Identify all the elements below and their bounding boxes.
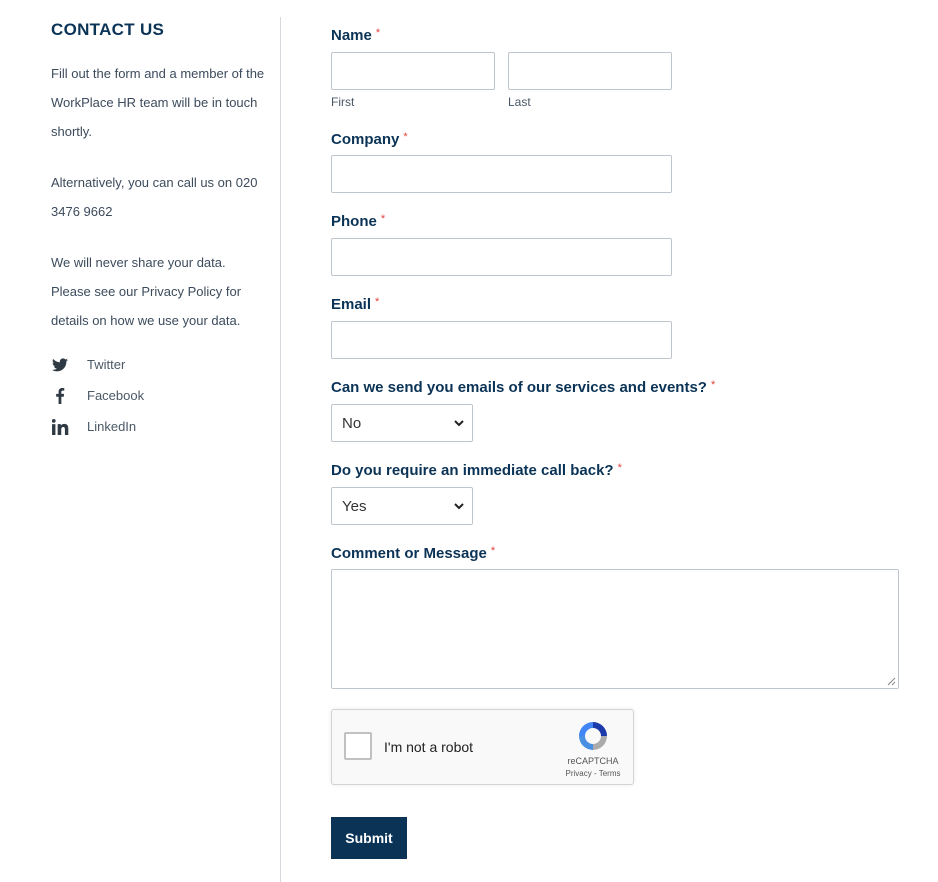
- name-label-text: Name: [331, 27, 372, 44]
- emails-consent-value: No: [342, 414, 362, 432]
- recaptcha-logo-icon: [576, 719, 610, 753]
- linkedin-icon: [51, 418, 69, 436]
- submit-button[interactable]: Submit: [331, 817, 407, 859]
- required-marker: *: [490, 545, 496, 557]
- comment-textarea[interactable]: [331, 569, 899, 689]
- callback-question-text: Do you require an immediate call back?: [331, 462, 614, 479]
- call-text: Alternatively, you can call us on 020 3476 9662: [51, 175, 258, 219]
- recaptcha-widget: [331, 709, 634, 785]
- social-label: Twitter: [87, 357, 126, 372]
- last-sublabel: Last: [508, 95, 531, 109]
- last-name-input[interactable]: [508, 52, 672, 90]
- privacy-text: We will never share your data. Please see our Privacy Policy for details on how we use your data.: [51, 255, 242, 328]
- resize-handle-icon[interactable]: [887, 677, 896, 686]
- contact-sidebar: [51, 20, 266, 442]
- name-label: [331, 27, 380, 44]
- phone-label-text: Phone: [331, 213, 377, 230]
- emails-question-text: Can we send you emails of our services and events?: [331, 379, 707, 396]
- page-title: CONTACT US: [51, 20, 165, 39]
- facebook-icon: [51, 387, 69, 405]
- emails-consent-select[interactable]: [331, 404, 473, 442]
- required-marker: *: [380, 213, 386, 225]
- social-link-linkedin[interactable]: [51, 411, 266, 442]
- recaptcha-checkbox[interactable]: [344, 732, 372, 760]
- company-label-text: Company: [331, 131, 400, 148]
- first-sublabel: First: [331, 95, 355, 109]
- email-label-text: Email: [331, 296, 372, 313]
- social-label: LinkedIn: [87, 419, 137, 434]
- phone-label: [331, 213, 385, 230]
- social-link-facebook[interactable]: [51, 380, 266, 411]
- comment-label: [331, 545, 495, 562]
- social-links: [51, 349, 266, 442]
- social-link-twitter[interactable]: [51, 349, 266, 380]
- recaptcha-brand: reCAPTCHA: [567, 756, 619, 766]
- chevron-down-icon: [453, 417, 465, 429]
- first-name-input[interactable]: [331, 52, 495, 90]
- required-marker: *: [617, 462, 622, 474]
- social-label: Facebook: [87, 388, 145, 403]
- emails-question-label: [331, 379, 715, 396]
- phone-input[interactable]: [331, 238, 672, 276]
- email-label: [331, 296, 379, 313]
- company-label: [331, 131, 408, 148]
- chevron-down-icon: [453, 500, 465, 512]
- callback-question-label: [331, 462, 622, 479]
- required-marker: *: [375, 296, 380, 308]
- recaptcha-links[interactable]: Privacy - Terms: [565, 769, 621, 778]
- callback-select[interactable]: [331, 487, 473, 525]
- required-marker: *: [710, 379, 716, 391]
- required-marker: *: [403, 131, 408, 143]
- intro-text: Fill out the form and a member of the WorkPlace HR team will be in touch shortly.: [51, 66, 265, 139]
- email-input[interactable]: [331, 321, 672, 359]
- comment-label-text: Comment or Message: [331, 545, 487, 562]
- callback-value: Yes: [342, 497, 367, 515]
- company-input[interactable]: [331, 155, 672, 193]
- twitter-icon: [51, 356, 69, 374]
- required-marker: *: [375, 27, 381, 39]
- recaptcha-text: I'm not a robot: [384, 739, 474, 755]
- column-divider: [280, 17, 281, 882]
